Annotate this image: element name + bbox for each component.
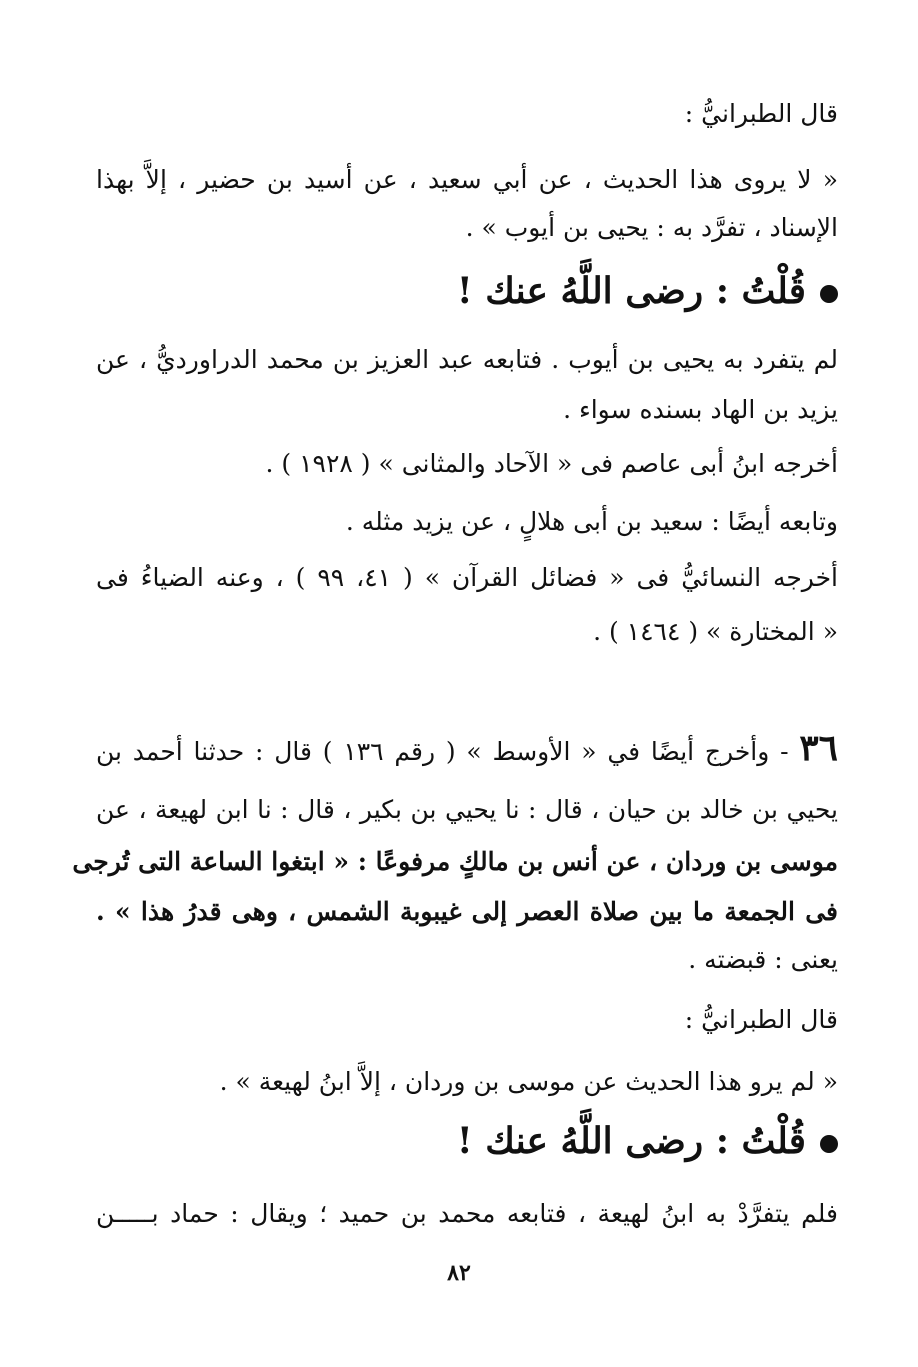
qultu-heading-1-text: قُلْتُ : رضى اللَّهُ عنك ! [456,270,806,312]
paragraph-line-2: يزيد بن الهاد بسنده سواء . [563,395,838,424]
hadith-36-line-5: يعنى : قبضته . [688,945,838,974]
bullet-icon [820,285,838,303]
qultu-heading-1 [457,266,838,316]
quote-2: « لم يرو هذا الحديث عن موسى بن وردان ، إلاَّ ابنُ لهيعة » . [219,1067,838,1096]
paragraph-line-1: لم يتفرد به يحيى بن أيوب . فتابعه عبد العزيز بن محمد الدراورديُّ ، عن [96,345,838,374]
paragraph-line-4: وتابعه أيضًا : سعيد بن أبى هلالٍ ، عن يزيد مثله . [345,507,838,536]
paragraph-line-3: أخرجه ابنُ أبى عاصم فى « الآحاد والمثانى » ( ١٩٢٨ ) . [265,449,838,478]
qultu-heading-2 [457,1116,838,1166]
qultu-heading-2-text: قُلْتُ : رضى اللَّهُ عنك ! [456,1120,806,1162]
item-number: ٣٦ [799,727,838,769]
page-number: ٨٢ [447,1260,471,1286]
hadith-36-line-2: يحيي بن خالد بن حيان ، قال : نا يحيي بن بكير ، قال : نا ابن لهيعة ، عن [96,795,838,824]
hadith-36-line-4: فى الجمعة ما بين صلاة العصر إلى غيبوبة الشمس ، وهى قدرُ هذا » . [96,897,838,926]
paragraph-line-6: « المختارة » ( ١٤٦٤ ) . [593,617,838,646]
hadith-36-line-3: موسى بن وردان ، عن أنس بن مالكٍ مرفوعًا : « ابتغوا الساعة التى تُرجى [72,847,838,876]
bullet-icon [820,1135,838,1153]
paragraph-line-5: أخرجه النسائيُّ فى « فضائل القرآن » ( ٤١، ٩٩ ) ، وعنه الضياءُ فى [96,563,838,592]
tabarani-said-1: قال الطبرانيُّ : [684,99,838,128]
quote-line-1: « لا يروى هذا الحديث ، عن أبي سعيد ، عن أسيد بن حضير ، إلاَّ بهذا [96,165,838,194]
tabarani-said-2: قال الطبرانيُّ : [684,1005,838,1034]
quote-line-2: الإسناد ، تفرَّد به : يحيى بن أيوب » . [465,213,838,242]
final-line: فلم يتفرَّدْ به ابنُ لهيعة ، فتابعه محمد بن حميد ؛ ويقال : حماد بـــــن [96,1199,838,1228]
hadith-36-line-1 [96,728,838,772]
hadith-36-line-1-text: - وأخرج أيضًا في « الأوسط » ( رقم ١٣٦ ) قال : حدثنا أحمد بن [96,737,789,766]
